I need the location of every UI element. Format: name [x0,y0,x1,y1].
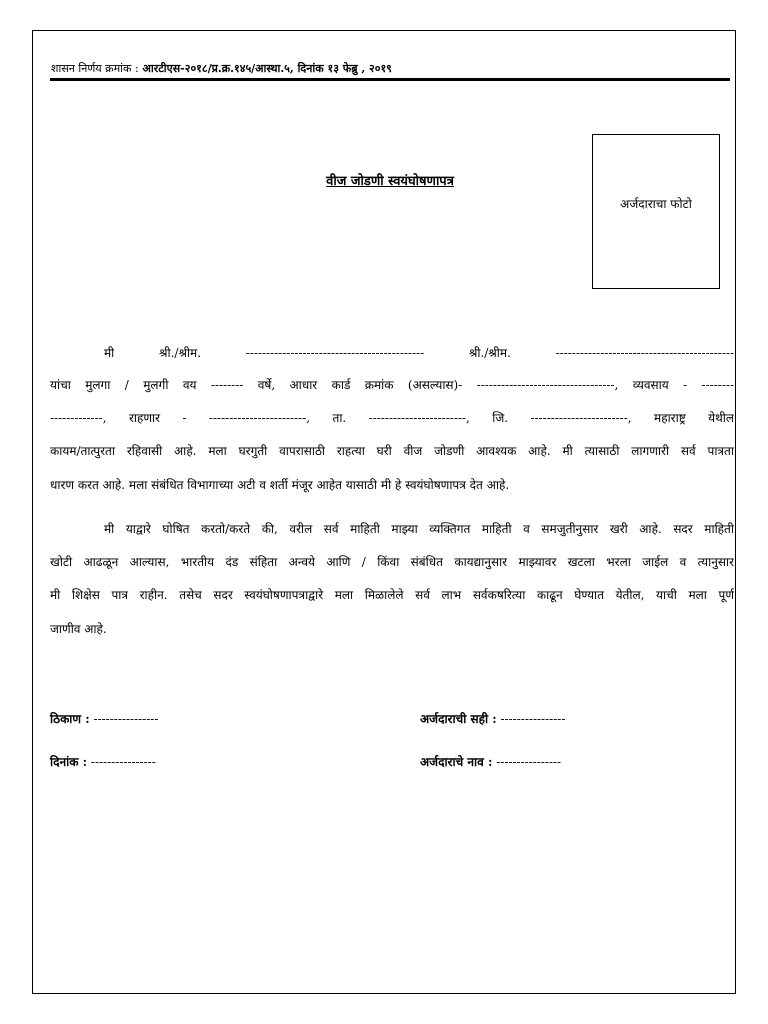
gr-header [51,61,392,76]
date-label: दिनांक : [50,755,88,769]
place-blank: ---------------- [89,712,159,726]
name-blank: ---------------- [492,755,562,769]
name-field [420,753,561,770]
header-rule [50,78,730,81]
applicant-photo-box [592,134,720,289]
paragraph1-line3: -------------, राहणार - ------------------------, ता. ------------------------, जि. ------------------------, महाराष्ट्र येथील [50,411,734,425]
gr-header-prefix: शासन निर्णय क्रमांक : [51,62,139,75]
paragraph2-line1: मी याद्वारे घोषित करतो/करते की, वरील सर्व माहिती माझ्या व्यक्तिगत माहिती व समजुतीनुसार खरी आहे. सदर माहिती [104,522,734,536]
date-blank: ---------------- [87,755,156,769]
paragraph1-line2: यांचा मुलगा / मुलगी वय -------- वर्षे, आधार कार्ड क्रमांक (असल्यास)- ----------------------------------, व्यवसाय - -------- [50,378,734,392]
date-field [50,753,156,770]
paragraph2-line3: मी शिक्षेस पात्र राहीन. तसेच सदर स्वयंघोषणापत्राद्वारे मला मिळालेले सर्व लाभ सर्वकषरित्या काढून घेण्यात येतील, याची मला पूर्ण [50,588,734,602]
paragraph1-line1: मी श्री./श्रीम. -------------------------------------------- श्री./श्रीम. -------------------------------------------- [104,346,734,360]
document-title: वीज जोडणी स्वयंघोषणापत्र [326,174,454,189]
place-field [50,710,158,727]
signature-label: अर्जदाराची सही : [420,712,497,726]
paragraph2-line2: खोटी आढळून आल्यास, भारतीय दंड संहिता अन्वये आणि / किंवा संबंधित कायद्यानुसार माझ्यावर खटला भरला जाईल व त्यानुसार [50,555,734,569]
name-label: अर्जदाराचे नाव : [420,755,493,769]
paragraph2-line4: जाणीव आहे. [50,622,107,636]
paragraph1-line5: धारण करत आहे. मला संबंधित विभागाच्या अटी व शर्ती मंजूर आहेत यासाठी मी हे स्वयंघोषणापत्र देत आहे. [50,478,510,492]
gr-header-reference: आरटीएस-२०१८/प्र.क्र.१४५/आस्था.५, दिनांक १३ फेब्रु , २०१९ [138,62,392,75]
paragraph1-line4: कायम/तात्पुरता रहिवासी आहे. मला घरगुती वापरासाठी राहत्या घरी वीज जोडणी आवश्यक आहे. मी त्यासाठी लागणारी सर्व पात्रता [50,444,734,458]
applicant-photo-label: अर्जदाराचा फोटो [620,197,692,211]
place-label: ठिकाण : [50,712,90,726]
signature-field [420,710,565,727]
signature-blank: ---------------- [496,712,566,726]
